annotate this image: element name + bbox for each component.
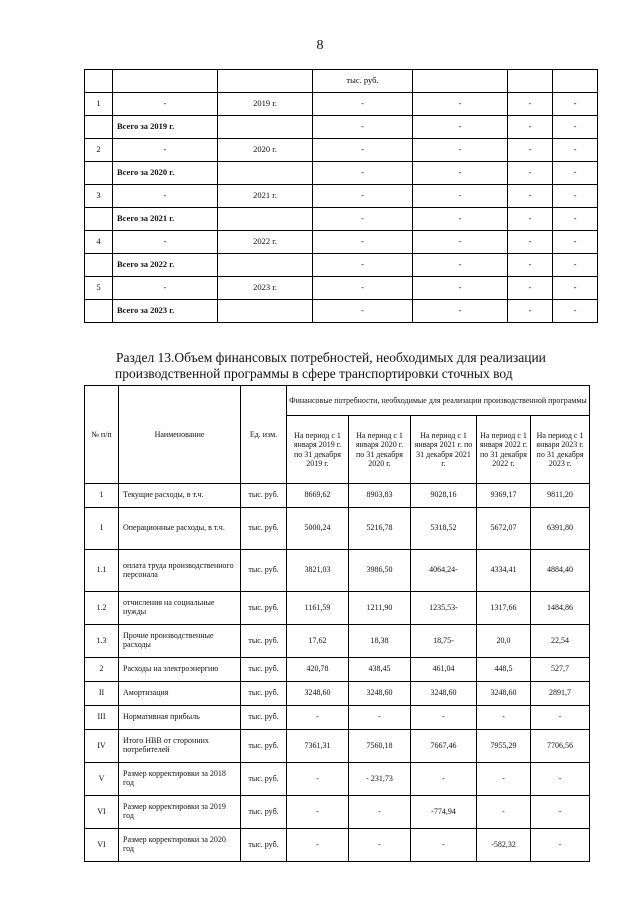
table-row	[85, 706, 590, 730]
value-cell: 438,45	[349, 658, 411, 682]
total-row	[85, 162, 598, 185]
row-num-cell: II	[85, 682, 119, 706]
total-label-cell: Всего за 2019 г.	[113, 116, 218, 139]
value-cell: -	[477, 706, 531, 730]
value-cell: -	[553, 254, 598, 277]
table-row	[85, 592, 590, 625]
unit-cell	[553, 70, 598, 93]
value-cell: 8903,83	[349, 484, 411, 508]
value-cell: 3248,60	[477, 682, 531, 706]
value-cell: -	[508, 139, 553, 162]
row-name-cell: Операционные расходы, в т.ч.	[119, 508, 241, 550]
row-unit-cell: тыс. руб.	[241, 592, 287, 625]
value-cell: -	[413, 300, 508, 323]
row-num-cell: 2	[85, 139, 113, 162]
value-cell: 1211,90	[349, 592, 411, 625]
value-cell: -	[313, 185, 413, 208]
row-name-cell: отчисления на социальные нужды	[119, 592, 241, 625]
row-unit-cell: тыс. руб.	[241, 763, 287, 796]
value-cell: 1161,59	[287, 592, 349, 625]
row-num-cell: I	[85, 508, 119, 550]
year-cell	[218, 254, 313, 277]
row-name-cell: Итого НВВ от сторонних потребителей	[119, 730, 241, 763]
row-name-cell: Размер корректировки за 2018 год	[119, 763, 241, 796]
value-cell: 461,04	[411, 658, 477, 682]
year-cell	[218, 162, 313, 185]
table-row	[85, 796, 590, 829]
value-cell: -	[413, 231, 508, 254]
value-cell: -	[313, 231, 413, 254]
value-cell: 8669,62	[287, 484, 349, 508]
year-cell: 2020 г.	[218, 139, 313, 162]
year-row	[85, 93, 598, 116]
table-row	[85, 829, 590, 862]
value-cell: 4064,24-	[411, 550, 477, 592]
value-cell: -	[411, 763, 477, 796]
row-unit-cell: тыс. руб.	[241, 796, 287, 829]
value-cell: -	[508, 300, 553, 323]
value-cell: -	[349, 829, 411, 862]
row-num-cell: 2	[85, 658, 119, 682]
value-cell: -	[313, 139, 413, 162]
value-cell: -	[287, 796, 349, 829]
value-cell: -	[553, 93, 598, 116]
value-cell: -582,32	[477, 829, 531, 862]
value-cell: -	[508, 277, 553, 300]
table-row	[85, 508, 590, 550]
row-num-cell: VI	[85, 829, 119, 862]
value-cell: -	[413, 139, 508, 162]
value-cell: -	[508, 231, 553, 254]
row-name-cell: Амортизация	[119, 682, 241, 706]
name-cell: -	[113, 139, 218, 162]
name-cell: -	[113, 231, 218, 254]
year-row	[85, 277, 598, 300]
header-row-1	[85, 386, 590, 416]
value-cell: -	[411, 829, 477, 862]
total-label-cell: Всего за 2020 г.	[113, 162, 218, 185]
value-cell: 4334,41	[477, 550, 531, 592]
row-num-cell: 5	[85, 277, 113, 300]
value-cell: 1484,86	[531, 592, 590, 625]
value-cell: 9369,17	[477, 484, 531, 508]
year-cell: 2021 г.	[218, 185, 313, 208]
value-cell: -	[413, 277, 508, 300]
row-num-cell: 1	[85, 484, 119, 508]
row-name-cell: Прочие производственные расходы	[119, 625, 241, 658]
value-cell: 20,0	[477, 625, 531, 658]
section-heading	[116, 350, 580, 382]
value-cell: -	[508, 254, 553, 277]
value-cell: - 231,73	[349, 763, 411, 796]
value-cell: 9811,20	[531, 484, 590, 508]
value-cell: -	[411, 706, 477, 730]
header-period: На период с 1 января 2021 г. по 31 декабря 2021 г.	[411, 416, 477, 484]
row-unit-cell: тыс. руб.	[241, 730, 287, 763]
unit-cell	[85, 70, 113, 93]
value-cell: -	[313, 208, 413, 231]
value-cell: 3821,03	[287, 550, 349, 592]
row-num-cell: V	[85, 763, 119, 796]
row-unit-cell: тыс. руб.	[241, 829, 287, 862]
value-cell: -	[413, 162, 508, 185]
value-cell: 9028,16	[411, 484, 477, 508]
value-cell: 3248,60	[349, 682, 411, 706]
value-cell: 18,75-	[411, 625, 477, 658]
value-cell: 2891,7	[531, 682, 590, 706]
row-num-cell: 1.1	[85, 550, 119, 592]
row-unit-cell: тыс. руб.	[241, 625, 287, 658]
total-label-cell: Всего за 2023 г.	[113, 300, 218, 323]
value-cell: 7955,29	[477, 730, 531, 763]
value-cell: 1317,66	[477, 592, 531, 625]
value-cell: -	[477, 796, 531, 829]
value-cell: -	[413, 254, 508, 277]
table-row	[85, 682, 590, 706]
table-row	[85, 550, 590, 592]
row-num-cell: 4	[85, 231, 113, 254]
financial-needs-table	[84, 385, 590, 862]
value-cell: -	[553, 162, 598, 185]
year-cell	[218, 300, 313, 323]
row-num-cell: 1	[85, 93, 113, 116]
value-cell: -	[313, 93, 413, 116]
header-period: На период с 1 января 2023 г. по 31 декабря 2023 г.	[531, 416, 590, 484]
value-cell: -	[531, 706, 590, 730]
top-table	[84, 69, 598, 323]
value-cell: 3248,60	[287, 682, 349, 706]
total-label-cell: Всего за 2022 г.	[113, 254, 218, 277]
header-name: Наименование	[119, 386, 241, 484]
value-cell: 5000,24	[287, 508, 349, 550]
value-cell: -	[553, 139, 598, 162]
value-cell: 7706,56	[531, 730, 590, 763]
row-num-cell	[85, 162, 113, 185]
value-cell: 527,7	[531, 658, 590, 682]
row-name-cell: Расходы на электроэнергию	[119, 658, 241, 682]
unit-row	[85, 70, 598, 93]
value-cell: -	[413, 185, 508, 208]
row-name-cell: Размер корректировки за 2020 год	[119, 829, 241, 862]
section-heading-line1: Раздел 13.Объем финансовых потребностей, необходимых для реализации	[116, 350, 546, 365]
value-cell: -	[508, 93, 553, 116]
value-cell: -	[508, 162, 553, 185]
value-cell: 448,5	[477, 658, 531, 682]
value-cell: -	[553, 300, 598, 323]
value-cell: 3986,50	[349, 550, 411, 592]
value-cell: 3248,60	[411, 682, 477, 706]
header-period: На период с 1 января 2022 г. по 31 декабря 2022 г.	[477, 416, 531, 484]
table-row	[85, 658, 590, 682]
row-name-cell: Текущие расходы, в т.ч.	[119, 484, 241, 508]
value-cell: -	[413, 208, 508, 231]
value-cell: -	[349, 796, 411, 829]
row-num-cell: 1.3	[85, 625, 119, 658]
value-cell: -	[553, 208, 598, 231]
total-row	[85, 208, 598, 231]
value-cell: 4884,40	[531, 550, 590, 592]
row-unit-cell: тыс. руб.	[241, 484, 287, 508]
row-unit-cell: тыс. руб.	[241, 550, 287, 592]
value-cell: -	[413, 93, 508, 116]
total-row	[85, 116, 598, 139]
unit-cell	[413, 70, 508, 93]
value-cell: -	[349, 706, 411, 730]
row-name-cell: Нормативная прибыль	[119, 706, 241, 730]
section-heading-line2: производственной программы в сфере транспортировки сточных вод	[115, 366, 513, 381]
name-cell: -	[113, 185, 218, 208]
total-row	[85, 254, 598, 277]
value-cell: -	[287, 829, 349, 862]
value-cell: 7560,18	[349, 730, 411, 763]
value-cell: -	[531, 796, 590, 829]
value-cell: 5672,07	[477, 508, 531, 550]
header-num: № п/п	[85, 386, 119, 484]
value-cell: -	[477, 763, 531, 796]
value-cell: -	[313, 116, 413, 139]
value-cell: -	[531, 763, 590, 796]
value-cell: -774,94	[411, 796, 477, 829]
value-cell: -	[287, 763, 349, 796]
unit-cell	[218, 70, 313, 93]
value-cell: 18,38	[349, 625, 411, 658]
value-cell: 6391,80	[531, 508, 590, 550]
header-period: На период с 1 января 2019 г. по 31 декабря 2019 г.	[287, 416, 349, 484]
row-unit-cell: тыс. руб.	[241, 658, 287, 682]
value-cell: -	[531, 829, 590, 862]
value-cell: -	[313, 277, 413, 300]
year-row	[85, 185, 598, 208]
row-num-cell: VI	[85, 796, 119, 829]
row-num-cell: IV	[85, 730, 119, 763]
table-row	[85, 625, 590, 658]
value-cell: -	[413, 116, 508, 139]
total-row	[85, 300, 598, 323]
row-name-cell: оплата труда производственного персонала	[119, 550, 241, 592]
table-row	[85, 763, 590, 796]
unit-cell	[508, 70, 553, 93]
value-cell: 5216,78	[349, 508, 411, 550]
year-row	[85, 231, 598, 254]
value-cell: -	[287, 706, 349, 730]
row-num-cell: III	[85, 706, 119, 730]
year-cell: 2019 г.	[218, 93, 313, 116]
row-num-cell	[85, 254, 113, 277]
table-row	[85, 484, 590, 508]
row-unit-cell: тыс. руб.	[241, 508, 287, 550]
value-cell: -	[508, 116, 553, 139]
value-cell: -	[313, 162, 413, 185]
value-cell: 22,54	[531, 625, 590, 658]
name-cell: -	[113, 93, 218, 116]
value-cell: 7361,31	[287, 730, 349, 763]
row-num-cell	[85, 208, 113, 231]
unit-cell: тыс. руб.	[313, 70, 413, 93]
value-cell: 7667,46	[411, 730, 477, 763]
name-cell: -	[113, 277, 218, 300]
value-cell: -	[508, 185, 553, 208]
value-cell: 420,78	[287, 658, 349, 682]
table-row	[85, 730, 590, 763]
header-unit: Ед. изм.	[241, 386, 287, 484]
value-cell: 17,62	[287, 625, 349, 658]
year-cell	[218, 208, 313, 231]
header-period: На период с 1 января 2020 г. по 31 декабря 2020 г.	[349, 416, 411, 484]
year-row	[85, 139, 598, 162]
value-cell: 1235,53-	[411, 592, 477, 625]
value-cell: 5318,52	[411, 508, 477, 550]
row-num-cell: 3	[85, 185, 113, 208]
value-cell: -	[313, 254, 413, 277]
year-cell: 2023 г.	[218, 277, 313, 300]
row-unit-cell: тыс. руб.	[241, 682, 287, 706]
value-cell: -	[313, 300, 413, 323]
row-unit-cell: тыс. руб.	[241, 706, 287, 730]
value-cell: -	[553, 231, 598, 254]
total-label-cell: Всего за 2021 г.	[113, 208, 218, 231]
value-cell: -	[553, 185, 598, 208]
year-cell	[218, 116, 313, 139]
page-number: 8	[316, 38, 324, 53]
row-num-cell	[85, 300, 113, 323]
year-cell: 2022 г.	[218, 231, 313, 254]
unit-cell	[113, 70, 218, 93]
row-num-cell	[85, 116, 113, 139]
value-cell: -	[508, 208, 553, 231]
row-name-cell: Размер корректировки за 2019 год	[119, 796, 241, 829]
value-cell: -	[553, 116, 598, 139]
header-group: Финансовые потребности, необходимые для реализации производственной программы	[287, 386, 590, 416]
row-num-cell: 1.2	[85, 592, 119, 625]
value-cell: -	[553, 277, 598, 300]
